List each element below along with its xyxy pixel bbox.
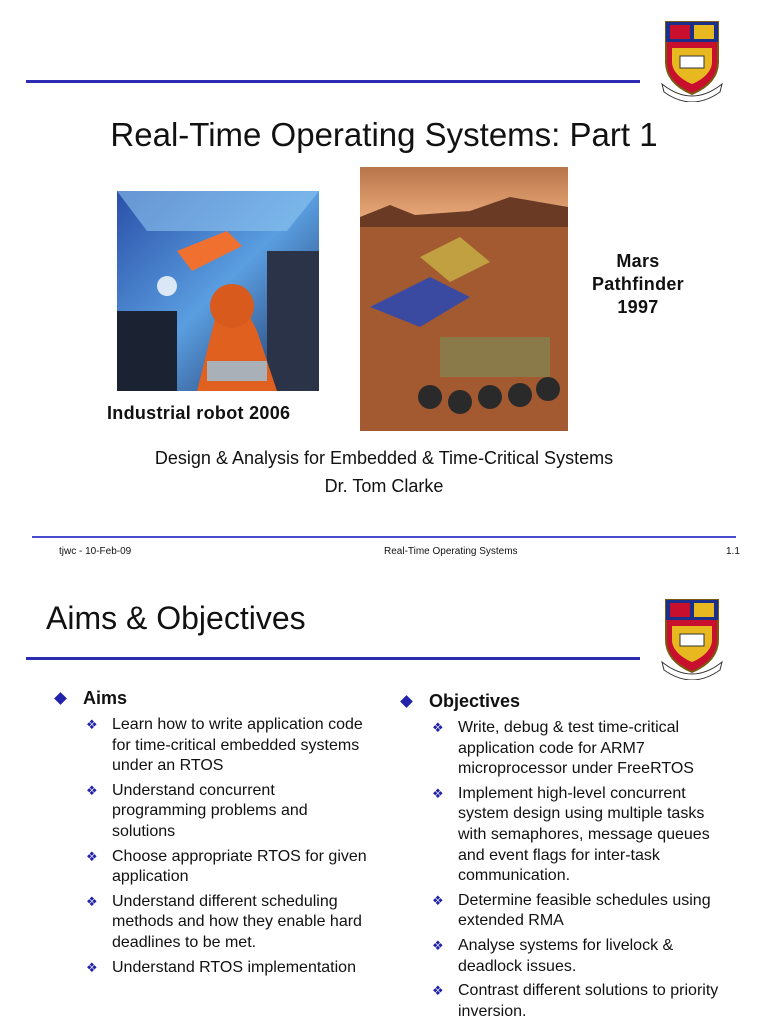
star-bullet-icon: ❖ <box>86 959 98 975</box>
list-item: ❖ Determine feasible schedules using extended RMA <box>432 891 711 930</box>
slide2-header-rule <box>26 657 640 660</box>
slide2-title: Aims & Objectives <box>46 600 306 636</box>
robot-caption: Industrial robot 2006 <box>107 403 291 423</box>
aims-list <box>52 715 372 978</box>
list-item: ❖ Write, debug & test time-critical application code for ARM7 microprocessor under FreeRTOS <box>432 719 694 778</box>
list-item: ❖ Learn how to write application code for time-critical embedded systems under an RTOS <box>86 716 363 775</box>
star-bullet-icon: ❖ <box>432 937 444 953</box>
list-item: ❖ Understand RTOS implementation <box>86 958 372 979</box>
footer-left: tjwc - 10-Feb-09 <box>59 546 132 557</box>
star-bullet-icon: ❖ <box>432 983 444 999</box>
star-bullet-icon: ❖ <box>86 893 98 909</box>
footer-center: Real-Time Operating Systems <box>384 546 518 557</box>
mars-pathfinder-photo <box>360 167 568 431</box>
aims-heading: Aims <box>52 688 372 709</box>
list-item: ❖ Choose appropriate RTOS for given application <box>86 847 367 886</box>
star-bullet-icon: ❖ <box>432 720 444 735</box>
mars-caption: Mars Pathfinder 1997 <box>591 251 684 317</box>
robot-photo <box>117 191 319 391</box>
slide-title: Real-Time Operating Systems: Part 1 <box>110 116 658 153</box>
college-crest-icon <box>660 596 724 680</box>
objectives-heading: Objectives <box>398 691 728 712</box>
college-crest-icon <box>660 18 724 102</box>
objectives-list <box>398 718 728 1022</box>
author: Dr. Tom Clarke <box>324 476 444 496</box>
subtitle: Design & Analysis for Embedded & Time-Critical Systems <box>154 448 614 468</box>
footer-rule <box>32 536 736 538</box>
aims-column <box>52 688 372 982</box>
star-bullet-icon: ❖ <box>86 717 98 732</box>
header-rule <box>26 80 640 83</box>
star-bullet-icon: ❖ <box>86 782 98 798</box>
star-bullet-icon: ❖ <box>432 785 444 801</box>
list-item: ❖ Understand concurrent programming problems and solutions <box>86 781 308 840</box>
list-item: ❖ Analyse systems for livelock & deadlock issues. <box>432 936 674 975</box>
star-bullet-icon: ❖ <box>86 848 98 864</box>
star-bullet-icon: ❖ <box>432 892 444 908</box>
diamond-bullet-icon <box>400 695 413 708</box>
objectives-column <box>398 691 728 1026</box>
diamond-bullet-icon <box>54 692 67 705</box>
footer-right: 1.1 <box>726 546 740 557</box>
list-item: ❖ Implement high-level concurrent system design using multiple tasks with semaphores, message queues and event flags for inter-task communication. <box>432 784 710 885</box>
list-item: ❖ Understand different scheduling methods and how they enable hard deadlines to be met. <box>86 892 362 951</box>
list-item: ❖ Contrast different solutions to priority inversion. <box>432 982 719 1020</box>
